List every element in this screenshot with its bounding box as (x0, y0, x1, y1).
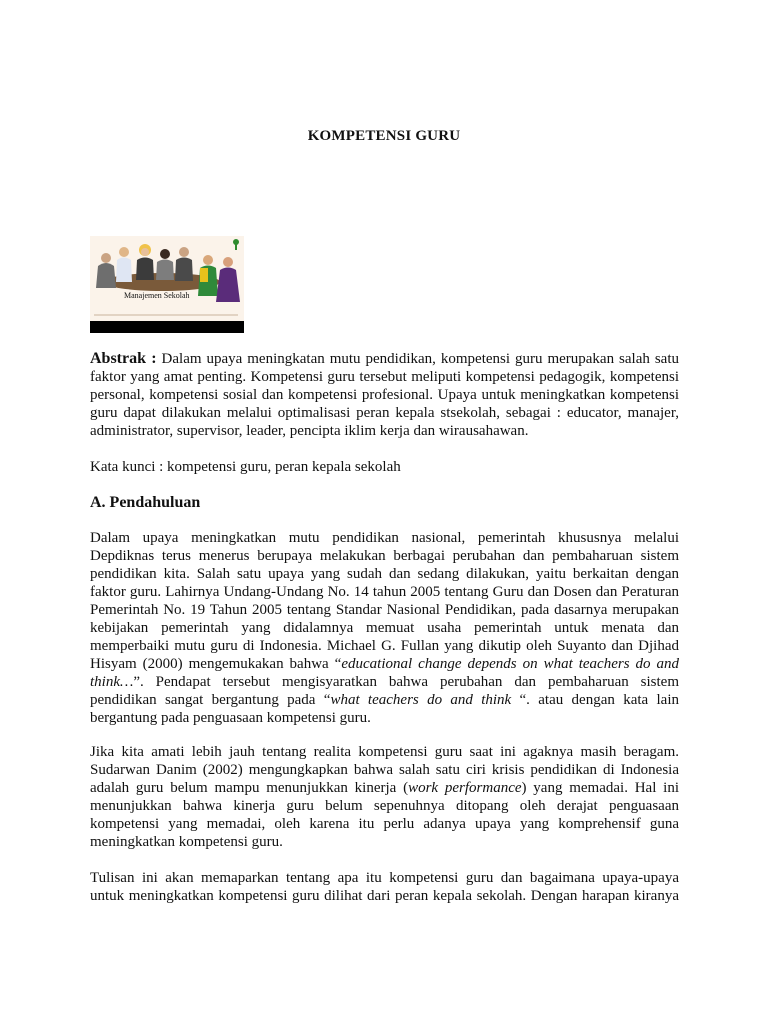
paragraph-line: Depdiknas terus menerus berupaya melakukan berbagai perubahan dan pembaharuan sistem (90, 548, 679, 564)
abstract-line: personal, kompetensi sosial dan kompetensi profesional. Upaya untuk meningkatkan kompetensi (90, 387, 679, 403)
paragraph-line: Jika kita amati lebih jauh tentang realita kompetensi guru saat ini agaknya masih beragam. (90, 744, 679, 760)
paragraph-line: Dalam upaya meningkatkan mutu pendidikan nasional, pemerintah khususnya melalui (90, 530, 679, 546)
abstract-line: Abstrak : Dalam upaya meningkatan mutu pendidikan, kompetensi guru merupakan salah satu (90, 350, 680, 367)
paragraph-2 (90, 743, 679, 851)
paragraph-line: Sudarwan Danim (2002) mengungkapkan bahwa salah satu ciri krisis pendidikan di Indonesia (90, 762, 679, 778)
paragraph-line: bergantung pada penguasaan kompetensi guru. (90, 710, 371, 726)
abstract-label: Abstrak : (90, 350, 157, 367)
paragraph-line: meningkatkan kompetensi guru. (90, 834, 283, 850)
paragraph-3 (90, 869, 679, 905)
keywords (90, 458, 679, 476)
paragraph-line: Pemerintah No. 19 Tahun 2005 tentang Standar Nasional Pendidikan, pada dasarnya merupakan (90, 602, 679, 618)
paragraph-line: pendidikan kita. Salah satu upaya yang sudah dan sedang dilakukan, yaitu berkaitan dengan (90, 566, 679, 582)
paragraph-line: faktor guru. Lahirnya Undang-Undang No. 14 tahun 2005 tentang Guru dan Dosen dan Peraturan (90, 584, 679, 600)
paragraph-line: memperbaiki mutu guru di Indonesia. Michael G. Fullan yang dikutip oleh Suyanto dan Djihad (90, 638, 679, 654)
paragraph-line: kebijakan pemerintah yang didalamnya memuat usaha pemerintah untuk menata dan (90, 620, 679, 636)
illustration-caption: Manajemen Sekolah (124, 291, 190, 300)
quote-text: what teachers do and think (330, 692, 512, 708)
document-title: KOMPETENSI GURU (307, 128, 461, 144)
keywords-text: Kata kunci : kompetensi guru, peran kepala sekolah (90, 459, 401, 475)
abstract-line: faktor yang amat penting. Kompetensi guru tersebut meliputi kompetensi pedagogik, kompetensi (90, 369, 679, 385)
abstract-line: administrator, supervisor, leader, pencipta iklim kerja dan wirausahawan. (90, 423, 529, 439)
abstract (90, 350, 679, 440)
meeting-people-illustration (90, 236, 244, 333)
paragraph-line: menunjukkan bahwa kinerja guru belum sepenuhnya ditopang oleh derajat penguasaan (90, 798, 679, 814)
paragraph-1 (90, 529, 679, 727)
paragraph-line: kompetensi yang memadai, oleh karena itu perlu adanya upaya yang komprehensif guna (90, 816, 679, 832)
abstract-line: guru dapat dilakukan melalui optimalisasi peran kepala stsekolah, sebagai : educator, manajer, (90, 405, 679, 421)
paragraph-line: Hisyam (2000) mengemukakan bahwa “educational change depends on what teachers do and (90, 656, 679, 672)
section-heading: A. Pendahuluan (90, 494, 201, 511)
emphasis-text: work performance (408, 780, 522, 796)
paragraph-line: pendidikan sangat bergantung pada “what teachers do and think “. atau dengan kata lain (90, 692, 679, 708)
quote-text: think… (90, 674, 134, 690)
quote-text: educational change depends on what teachers do and (341, 656, 679, 672)
paragraph-line: untuk meningkatkan kompetensi guru dilihat dari peran kepala sekolah. Dengan harapan kiranya (90, 888, 679, 904)
paragraph-line: think…”. Pendapat tersebut mengisyaratkan bahwa perubahan dan pembaharuan sistem (90, 674, 679, 690)
paragraph-line: Tulisan ini akan memaparkan tentang apa itu kompetensi guru dan bagaimana upaya-upaya (90, 870, 679, 886)
paragraph-line: adalah guru belum mampu menunjukkan kinerja (work performance) yang memadai. Hal ini (90, 780, 679, 796)
